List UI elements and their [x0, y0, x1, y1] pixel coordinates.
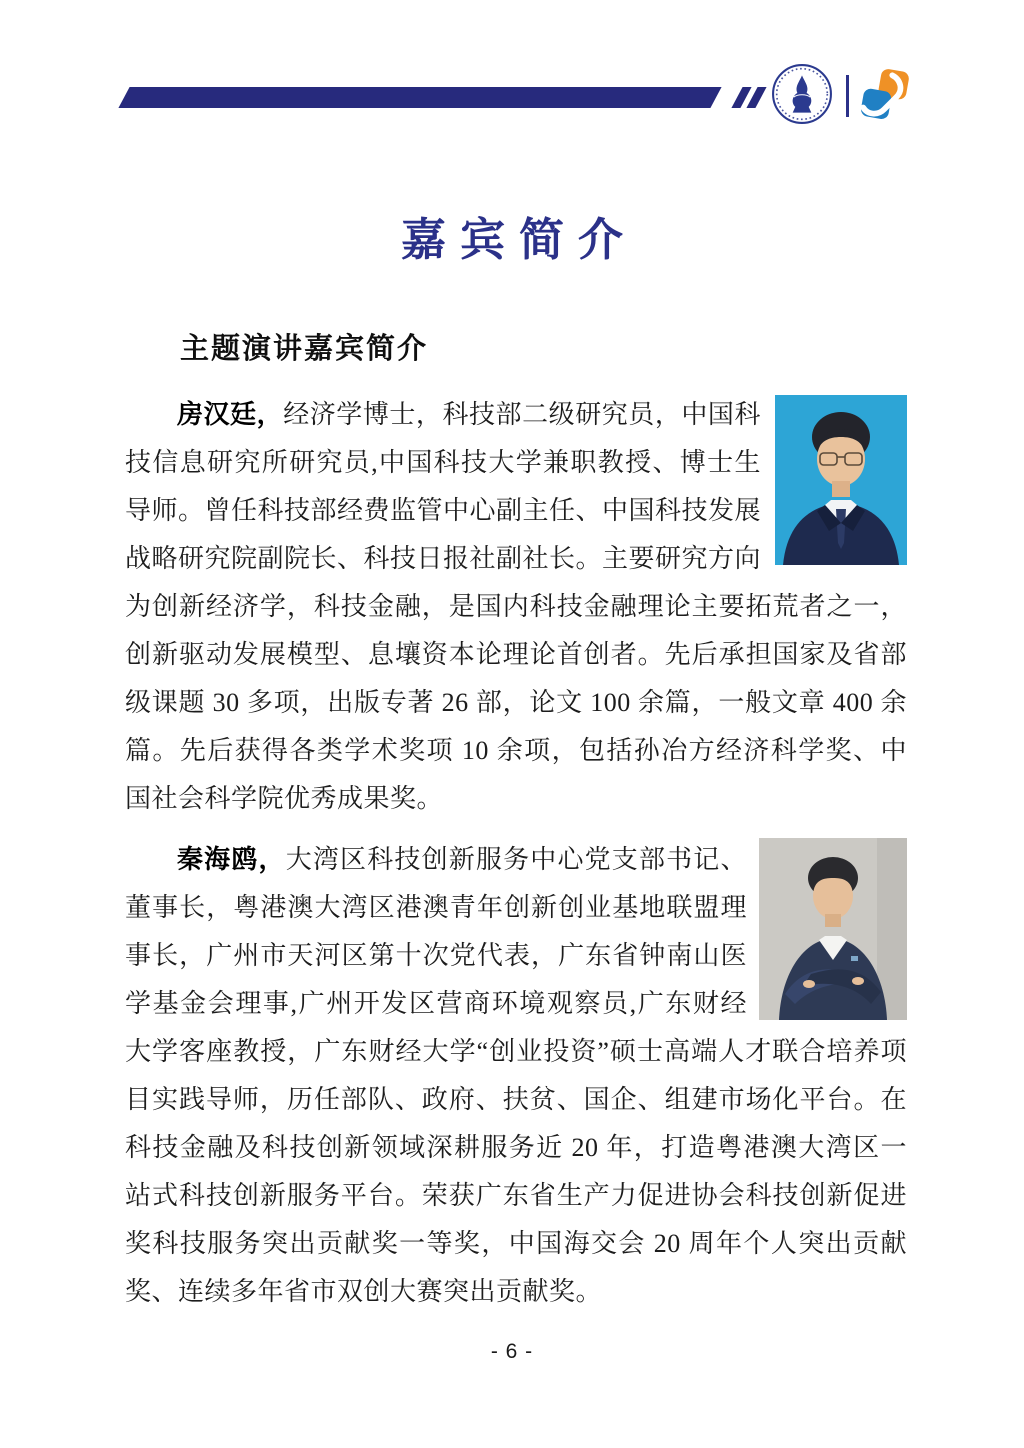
header-rule-bar — [118, 87, 721, 108]
section-heading: 主题演讲嘉宾简介 — [180, 333, 429, 365]
speaker-name: 秦海鸥， — [177, 845, 286, 874]
speaker-name: 房汉廷， — [177, 400, 284, 429]
speaker-photo — [759, 838, 907, 1020]
university-seal-icon — [771, 63, 833, 125]
interlocking-s-logo-icon — [858, 68, 912, 120]
speaker-bio-text: 大湾区科技创新服务中心党支部书记、董事长，粤港澳大湾区港澳青年创新创业基地联盟理事长，广州市天河区第十次党代表，广东省钟南山医学基金会理事,广州开发区营商环境观察员,广东财经大学客座教授，广东财经大学“创业投资”硕士高端人才联合培养项目实践导师，历任部队、政府、扶贫、国企、组建市场化平台。在科技金融及科技创新领域深耕服务近 20 年，打造粤港澳大湾区一站式科技创新服务平台。荣获广东省生产力促进协会科技创新促进奖科技服务突出贡献奖一等奖，中国海交会 20 周年个人突出贡献奖、连续多年省市双创大赛突出贡献奖。 — [125, 845, 907, 1306]
logo-divider — [846, 75, 849, 117]
page-number: - 6 - — [490, 1340, 534, 1363]
speaker-bio-fang-hanting — [125, 391, 907, 823]
speaker-bio-text: 经济学博士，科技部二级研究员，中国科技信息研究所研究员,中国科技大学兼职教授、博士生导师。曾任科技部经费监管中心副主任、中国科技发展战略研究院副院长、科技日报社副社长。主要研究方向为创新经济学，科技金融，是国内科技金融理论主要拓荒者之一，创新驱动发展模型、息壤资本论理论首创者。先后承担国家及省部级课题 30 多项，出版专著 26 部，论文 100 余篇，一般文章 400 余篇。先后获得各类学术奖项 10 余项，包括孙冶方经济科学奖、中国社会科学院优秀成果奖。 — [125, 400, 907, 813]
speaker-photo — [775, 395, 907, 565]
speaker-bio-qin-haiou — [125, 836, 907, 1316]
page-footer — [0, 1340, 1024, 1364]
page-title: 嘉宾简介 — [400, 215, 637, 265]
